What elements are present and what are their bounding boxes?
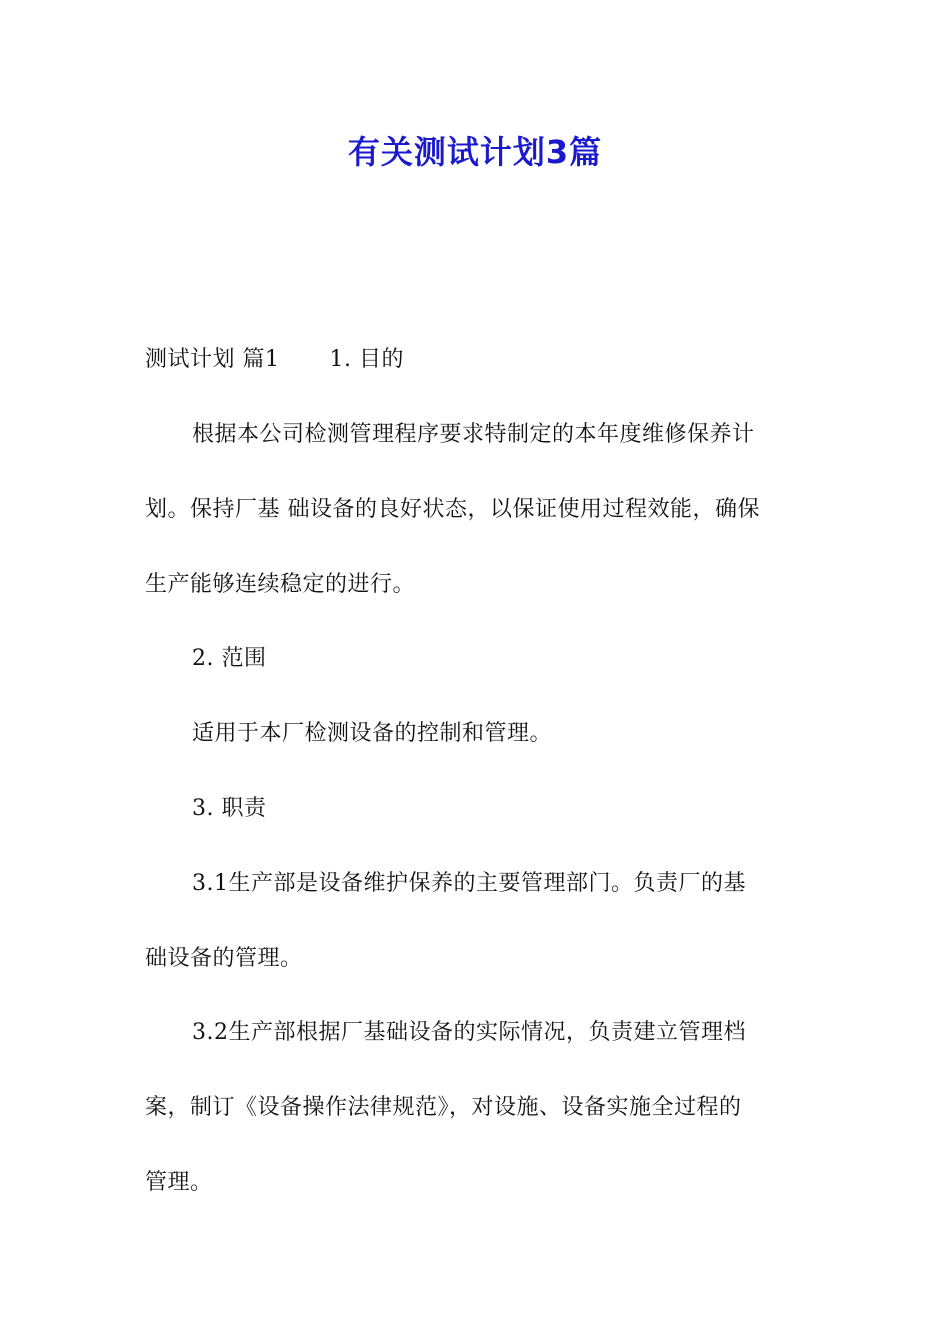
paragraph-line: 3.1生产部是设备维护保养的主要管理部门。负责厂的基	[192, 871, 746, 896]
heading-responsibility: 3. 职责	[192, 796, 267, 821]
paragraph-line: 3.2生产部根据厂基础设备的实际情况，负责建立管理档	[192, 1020, 746, 1045]
document-title: 有关测试计划3篇	[347, 133, 603, 171]
paragraph-line: 础设备的管理。	[145, 946, 303, 971]
paragraph-line: 案，制订《设备操作法律规范》，对设施、设备实施全过程的	[145, 1095, 742, 1120]
section-heading	[145, 342, 815, 378]
paragraph-line: 管理。	[145, 1170, 213, 1195]
heading-purpose: 1. 目的	[329, 347, 404, 372]
article-label: 测试计划 篇1	[145, 347, 280, 372]
paragraph-line: 适用于本厂检测设备的控制和管理。	[192, 721, 553, 746]
paragraph-line: 划。保持厂基 础设备的良好状态，以保证使用过程效能，确保	[145, 497, 760, 522]
heading-scope: 2. 范围	[192, 646, 267, 671]
paragraph-line: 根据本公司检测管理程序要求特制定的本年度维修保养计	[192, 422, 755, 447]
paragraph-line: 生产能够连续稳定的进行。	[145, 572, 416, 597]
